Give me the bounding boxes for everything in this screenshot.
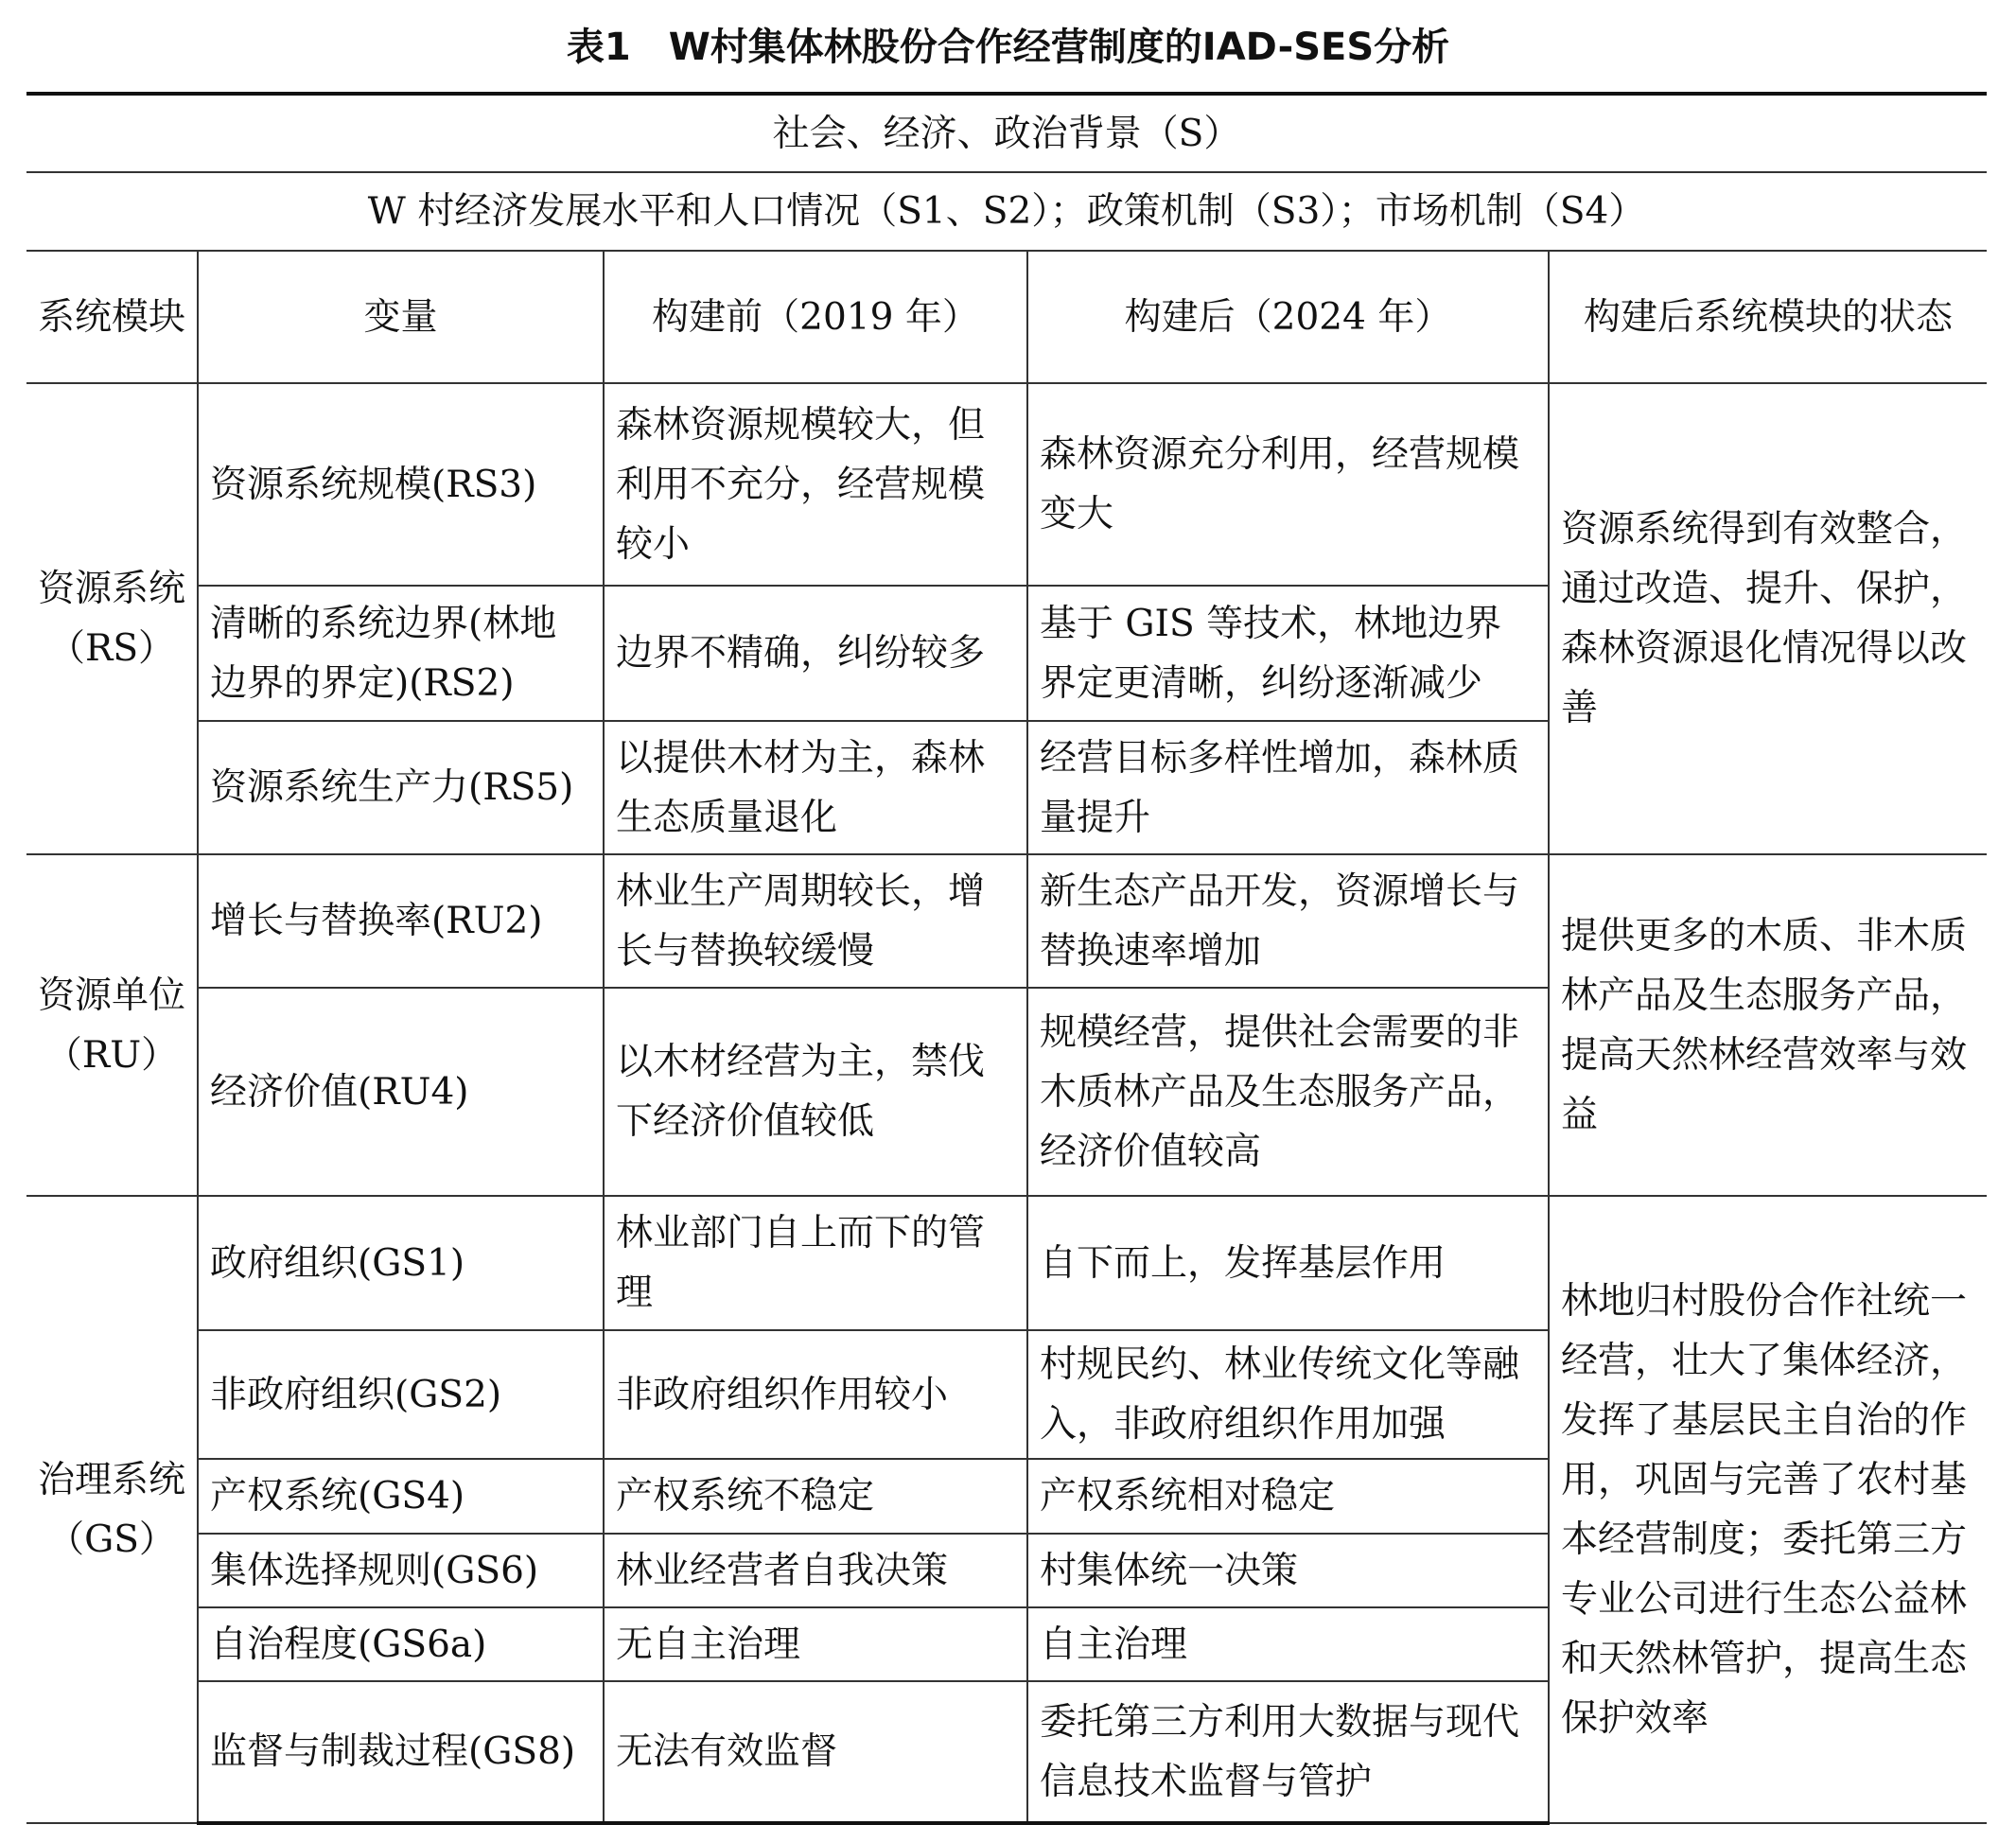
status-gs: 林地归村股份合作社统一经营，壮大了集体经济，发挥了基层民主自治的作用，巩固与完善了农村基本经营制度；委托第三方专业公司进行生态公益林和天然林管护，提高生态保护效率 [1549,1196,1987,1823]
before-cell: 非政府组织作用较小 [604,1330,1027,1459]
table-row [26,383,1987,586]
variable-cell: 资源系统规模(RS3) [198,383,604,586]
variable-cell: 政府组织(GS1) [198,1196,604,1330]
before-cell: 产权系统不稳定 [604,1459,1027,1534]
after-cell: 村规民约、林业传统文化等融入，非政府组织作用加强 [1027,1330,1549,1459]
table-row [26,1196,1987,1330]
status-rs: 资源系统得到有效整合，通过改造、提升、保护，森林资源退化情况得以改善 [1549,383,1987,854]
header-before: 构建前（2019 年） [604,251,1027,383]
background-heading: 社会、经济、政治背景（S） [26,94,1987,172]
after-cell: 规模经营，提供社会需要的非木质林产品及生态服务产品，经济价值较高 [1027,988,1549,1196]
header-module: 系统模块 [26,251,198,383]
before-cell: 林业经营者自我决策 [604,1534,1027,1607]
before-cell: 无法有效监督 [604,1681,1027,1823]
module-gs: 治理系统（GS） [26,1196,198,1823]
after-cell: 基于 GIS 等技术，林地边界界定更清晰，纠纷逐渐减少 [1027,586,1549,721]
header-status: 构建后系统模块的状态 [1549,251,1987,383]
variable-cell: 非政府组织(GS2) [198,1330,604,1459]
variable-cell: 监督与制裁过程(GS8) [198,1681,604,1823]
analysis-table [26,92,1987,1825]
before-cell: 以提供木材为主，森林生态质量退化 [604,721,1027,854]
variable-cell: 清晰的系统边界(林地边界的界定)(RS2) [198,586,604,721]
after-cell: 自主治理 [1027,1607,1549,1681]
before-cell: 林业部门自上而下的管理 [604,1196,1027,1330]
before-cell: 林业生产周期较长，增长与替换较缓慢 [604,854,1027,988]
variable-cell: 集体选择规则(GS6) [198,1534,604,1607]
module-ru: 资源单位（RU） [26,854,198,1196]
header-row [26,251,1987,383]
variable-cell: 产权系统(GS4) [198,1459,604,1534]
after-cell: 村集体统一决策 [1027,1534,1549,1607]
background-detail: W 村经济发展水平和人口情况（S1、S2）；政策机制（S3）；市场机制（S4） [26,172,1987,251]
variable-cell: 自治程度(GS6a) [198,1607,604,1681]
before-cell: 森林资源规模较大，但利用不充分，经营规模较小 [604,383,1027,586]
table-number: 表1 [566,26,631,69]
background-heading-row [26,94,1987,172]
after-cell: 委托第三方利用大数据与现代信息技术监督与管护 [1027,1681,1549,1823]
after-cell: 自下而上，发挥基层作用 [1027,1196,1549,1330]
status-ru: 提供更多的木质、非木质林产品及生态服务产品，提高天然林经营效率与效益 [1549,854,1987,1196]
table-title-text: W村集体林股份合作经营制度的IAD-SES分析 [668,26,1450,69]
variable-cell: 增长与替换率(RU2) [198,854,604,988]
before-cell: 以木材经营为主，禁伐下经济价值较低 [604,988,1027,1196]
after-cell: 森林资源充分利用，经营规模变大 [1027,383,1549,586]
table-row [26,854,1987,988]
variable-cell: 资源系统生产力(RS5) [198,721,604,854]
after-cell: 新生态产品开发，资源增长与替换速率增加 [1027,854,1549,988]
after-cell: 经营目标多样性增加，森林质量提升 [1027,721,1549,854]
header-after: 构建后（2024 年） [1027,251,1549,383]
background-detail-row [26,172,1987,251]
before-cell: 无自主治理 [604,1607,1027,1681]
variable-cell: 经济价值(RU4) [198,988,604,1196]
after-cell: 产权系统相对稳定 [1027,1459,1549,1534]
header-variable: 变量 [198,251,604,383]
before-cell: 边界不精确，纠纷较多 [604,586,1027,721]
module-rs: 资源系统（RS） [26,383,198,854]
table-title [0,21,2016,74]
